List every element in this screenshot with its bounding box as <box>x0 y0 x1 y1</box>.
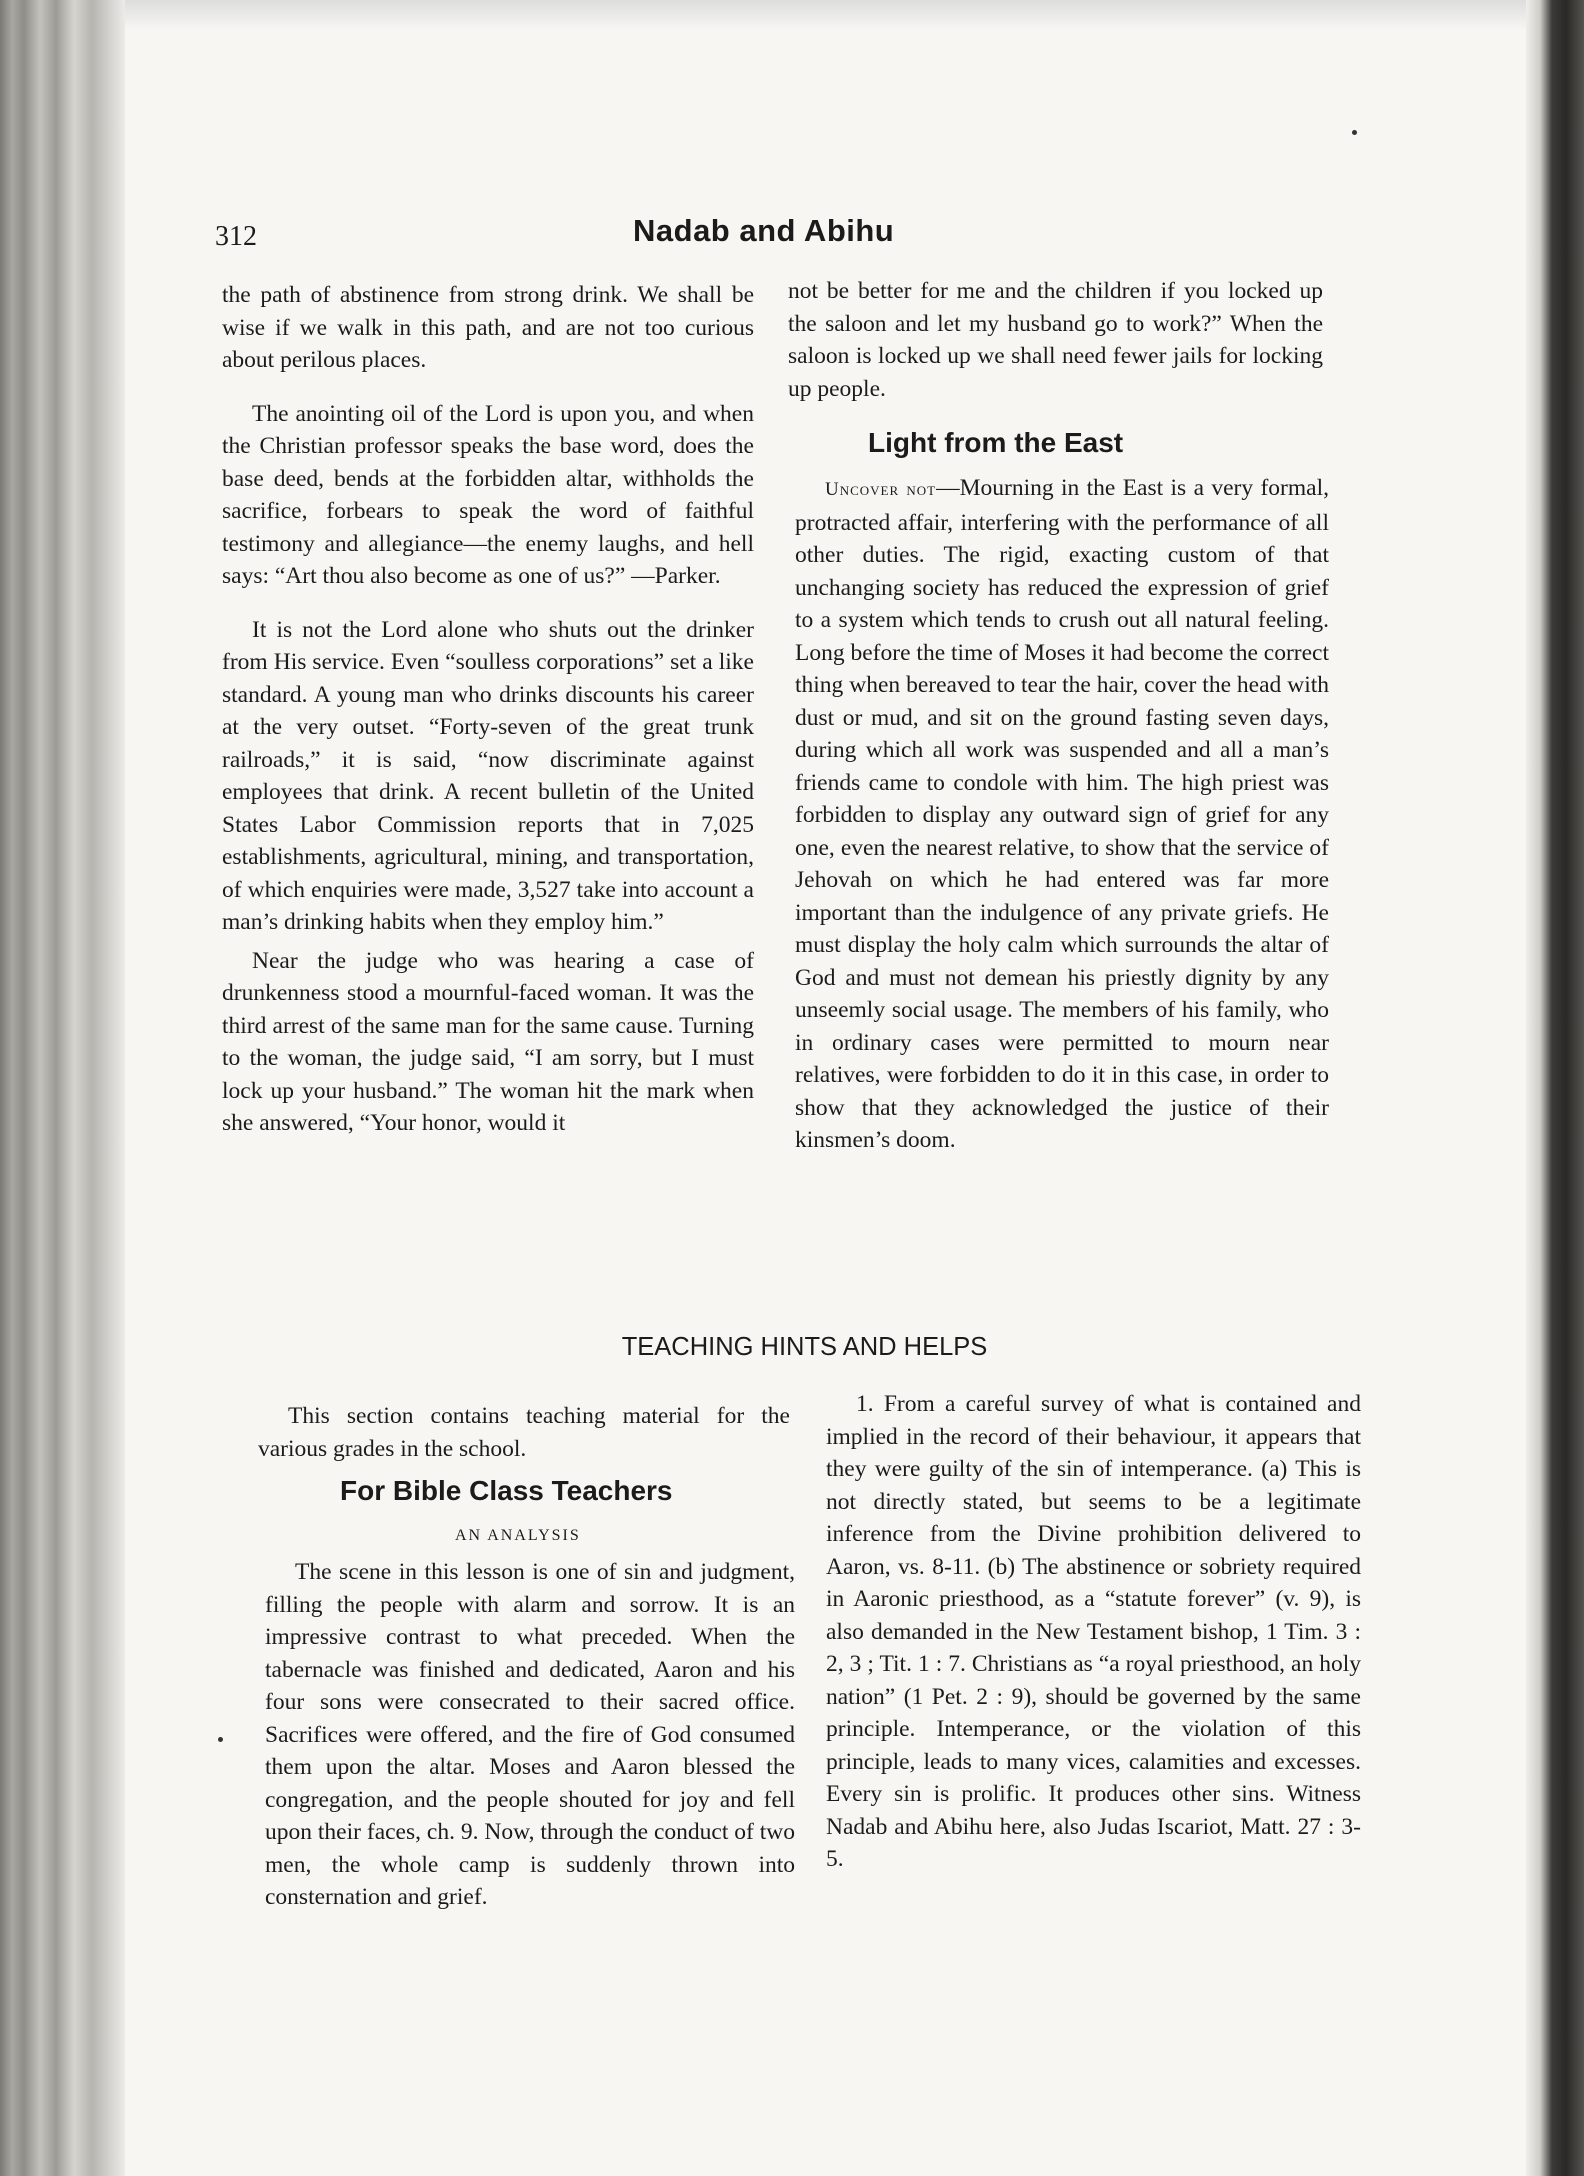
label-an-analysis: AN ANALYSIS <box>455 1527 581 1544</box>
ink-speck <box>218 1737 223 1742</box>
heading-bible-class-teachers: For Bible Class Teachers <box>340 1475 673 1506</box>
paragraph-saloon-continued: not be better for me and the children if you locked up the saloon and let my husband go to work?” When the saloon is locked up we shall need fewer jails for locking up people. <box>788 278 1323 402</box>
paragraph-point-one: 1. From a careful survey of what is contained and implied in the record of their behaviour, it appears that they were guilty of the sin of intemperance. (a) This is not directly stated, but seems to be a legitimate inference from the Divine prohibition delivered to Aaron, vs. 8-11. (b) The abstinence or sobriety required in Aaronic priesthood, as a “statute forever” (v. 9), is also demanded in the New Testament bishop, 1 Tim. 3 : 2, 3 ; Tit. 1 : 7. Christians as “a royal priesthood, an holy nation” (1 Pet. 2 : 9), should be governed by the same principle. Intemperance, or the violation of this principle, leads to many vices, calamities and excesses. Every sin is prolific. It produces other sins. Witness Nadab and Abihu here, also Judas Iscariot, Matt. 27 : 3-5. <box>826 1391 1361 1872</box>
book-binding-edge <box>0 0 125 2176</box>
paragraph-abstinence: the path of abstinence from strong drink. We shall be wise if we walk in this path, and are not too curious about perilous places. <box>222 282 754 373</box>
page-edge-top <box>125 0 1526 30</box>
point-one-column <box>826 1388 1361 1876</box>
paragraph-corporations: It is not the Lord alone who shuts out the drinker from His service. Even “soulless corporations” set a like standard. A young man who drinks discounts his career at the very outset. “Forty-seven of the great trunk railroads,” it is said, “now discriminate against employees that drink. A recent bulletin of the United States Labor Commission reports that in 7,025 establishments, agricultural, mining, and transportation, of which enquiries were made, 3,527 take into account a man’s drinking habits when they employ him.” <box>222 616 754 935</box>
paragraph-parker-quote: The anointing oil of the Lord is upon you, and when the Christian professor speaks the base word, does the base deed, bends at the forbidden altar, withholds the sacrifice, forbears to speak the word of faithful testimony and allegiance—the enemy laughs, and hell says: “Art thou also become as one of us?” —Parker. <box>222 400 754 589</box>
page-edge-right <box>1526 0 1584 2176</box>
ink-speck <box>1352 130 1357 135</box>
right-column-upper <box>788 275 1323 405</box>
analysis-body <box>265 1556 795 1914</box>
paragraph-judge: Near the judge who was hearing a case of drunkenness stood a mournful-faced woman. It was the third arrest of the same man for the same cause. Turning to the woman, the judge said, “I am sorry, but I must lock up your husband.” The woman hit the mark when she answered, “Your honor, would it <box>222 947 754 1136</box>
left-column-upper <box>222 279 754 1140</box>
paragraph-section-intro: This section contains teaching material for the various grades in the school. <box>258 1403 790 1462</box>
running-header <box>215 213 1365 263</box>
page-number: 312 <box>215 221 257 252</box>
heading-light-from-east: Light from the East <box>868 427 1124 458</box>
running-title: Nadab and Abihu <box>633 213 895 248</box>
light-from-east-body <box>795 472 1329 1157</box>
teaching-intro <box>258 1400 790 1465</box>
lead-uncover-not: Uncover not <box>825 479 937 500</box>
paragraph-scene: The scene in this lesson is one of sin and judgment, filling the people with alarm and sorrow. It is an impressive contrast to what preceded. When the tabernacle was finished and dedicated, Aaron and his four sons were consecrated to their sacred office. Sacrifices were offered, and the fire of God consumed them upon the altar. Moses and Aaron blessed the congregation, and the people shouted for joy and fell upon their faces, ch. 9. Now, through the conduct of two men, the whole camp is suddenly thrown into consternation and grief. <box>265 1559 795 1910</box>
paragraph-mourning: —Mourning in the East is a very formal, protracted affair, interfering with the performance of all other duties. The rigid, exacting custom of that unchanging society has reduced the expression of grief to a system which tends to crush out all natural feeling. Long before the time of Moses it had become the correct thing when bereaved to tear the hair, cover the head with dust or mud, and sit on the ground fasting seven days, during which all work was suspended and all a man’s friends came to condole with him. The high priest was forbidden to display any outward sign of grief for any one, even the nearest relative, to show that the service of Jehovah on which he had entered was far more important than the indulgence of any private griefs. He must display the holy calm which surrounds the altar of God and must not demean his priestly dignity by any unseemly social usage. The members of his family, who in ordinary cases were permitted to mourn near relatives, were forbidden to do it in this case, in order to show that they acknowledged the justice of their kinsmen’s doom. <box>795 475 1329 1153</box>
heading-teaching-hints: TEACHING HINTS AND HELPS <box>621 1333 988 1361</box>
